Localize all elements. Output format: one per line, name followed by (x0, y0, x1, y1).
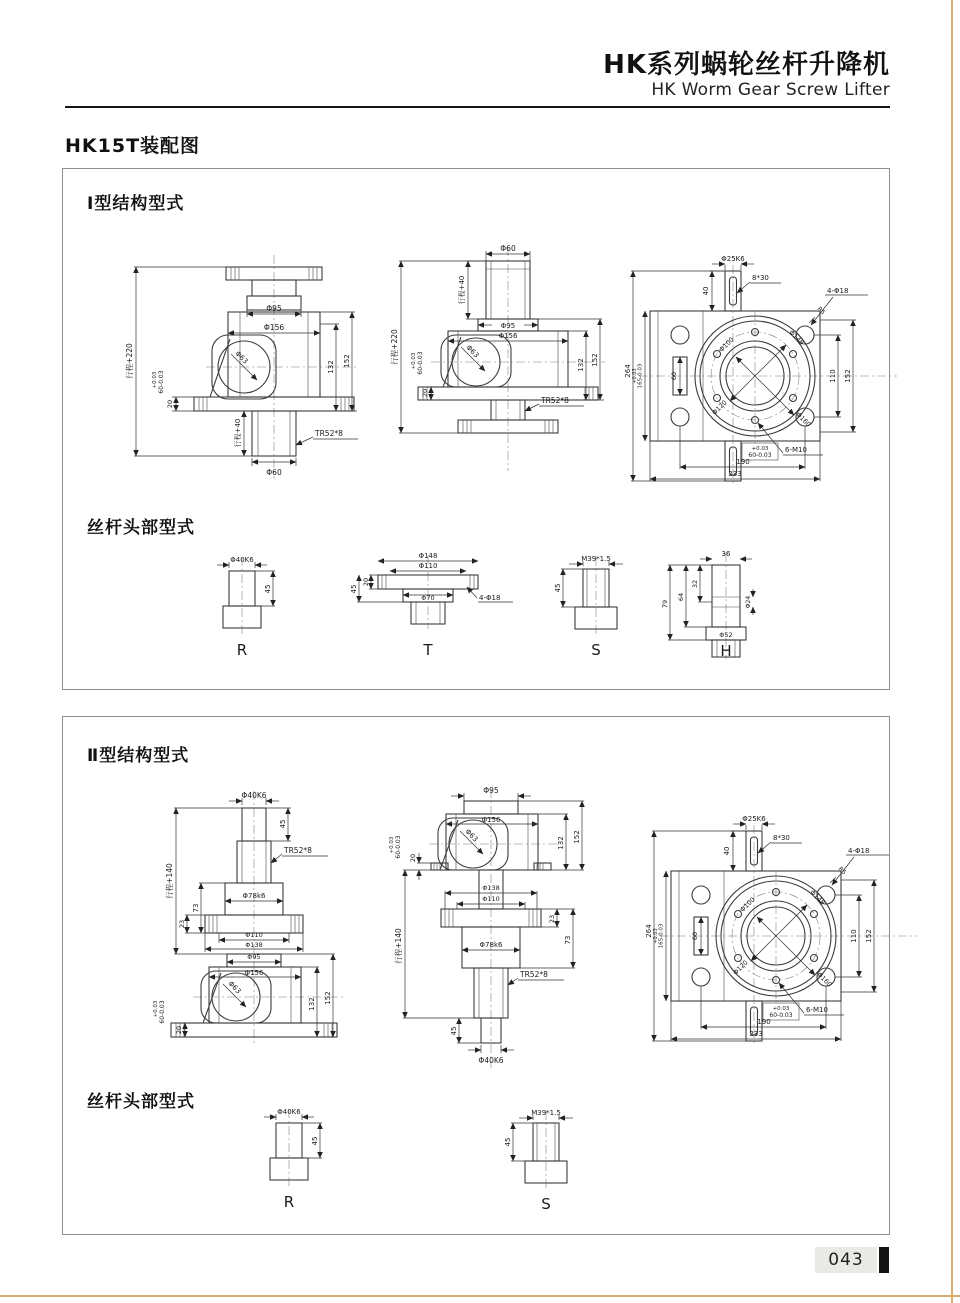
head-letter: T (423, 641, 433, 659)
header-rule (65, 106, 890, 108)
head-type-s-drawing (541, 551, 651, 663)
dim-label: 152 (591, 353, 599, 367)
dim-label: Φ40K6 (478, 1056, 504, 1065)
dimensions (124, 267, 358, 477)
dim-label: 132 (577, 358, 585, 372)
dim-label: 40 (723, 846, 731, 856)
dim-label: Φ160 (794, 410, 813, 429)
dim-label: Φ160 (815, 970, 834, 989)
dim-label: 73 (564, 935, 572, 945)
dim-label: 8*30 (752, 274, 769, 282)
dim-label: 152 (865, 929, 873, 943)
dim-label: Φ148 (787, 328, 806, 347)
dimensions (350, 552, 513, 602)
dim-label: +0.03 (772, 1006, 790, 1012)
type1-left-elevation-drawing (106, 249, 371, 484)
dim-label: 行程+220 (125, 343, 134, 379)
dim-label: 132 (557, 836, 565, 850)
dim-label: Φ156 (263, 323, 285, 332)
dim-label: Φ95 (247, 953, 261, 961)
dim-label: 60-0.03 (769, 1012, 793, 1019)
dim-label: M39*1.5 (531, 1109, 561, 1117)
dim-label: +0.03 (153, 1000, 159, 1018)
dim-label: 45 (311, 1136, 319, 1146)
centerlines (429, 789, 561, 1068)
dim-label: 45 (504, 1137, 512, 1147)
type2-heads-title: 丝杆头部型式 (87, 1092, 195, 1112)
dim-label: Φ63 (464, 343, 481, 360)
dim-label: 6-M10 (785, 446, 807, 454)
dimensions (264, 1108, 322, 1158)
dim-label: Φ63 (226, 979, 243, 996)
type2-plan-view-drawing (646, 813, 931, 1048)
dim-label: 45 (279, 819, 287, 829)
dim-label: Φ156 (498, 332, 518, 340)
dim-label: 60-0.03 (395, 835, 402, 859)
dim-label: 20 (166, 399, 174, 409)
dim-label: 4-Φ18 (827, 287, 849, 295)
dim-label: +0.03 (411, 352, 417, 370)
dim-label: Φ95 (483, 786, 499, 795)
dim-label: 152 (573, 830, 581, 844)
dim-label: Φ100 (717, 335, 736, 354)
dimensions (389, 244, 604, 433)
head-type-r-drawing-2 (244, 1103, 339, 1215)
page-number-bar (879, 1247, 889, 1273)
dim-label: Φ52 (719, 631, 733, 639)
type2-middle-elevation-drawing (371, 783, 651, 1078)
dimensions (217, 556, 275, 606)
dim-label: Φ60 (500, 244, 516, 253)
dim-label: Φ63 (463, 827, 480, 844)
dim-label: 45 (264, 584, 272, 594)
dim-label: 行程+220 (390, 329, 399, 365)
dim-label: 60-0.03 (417, 351, 424, 375)
dim-label: 36 (721, 550, 731, 558)
dim-label: 20 (421, 388, 429, 398)
head-type-r-drawing (197, 551, 292, 663)
type1-middle-elevation-drawing (373, 241, 623, 476)
dim-label: 132 (308, 997, 316, 1011)
page-number-badge (815, 1247, 877, 1273)
dim-label: Φ40K6 (241, 791, 267, 800)
dim-label: 132 (327, 360, 335, 374)
head-letter: R (283, 1193, 295, 1211)
dim-label: 60-0.03 (748, 452, 772, 459)
dim-label: Φ110 (482, 895, 500, 903)
dim-label: Φ63 (233, 349, 250, 366)
head-letter: S (591, 641, 601, 659)
head-type-h-drawing (656, 549, 791, 664)
dim-label: 23 (548, 914, 556, 924)
dim-label: Φ40K6 (277, 1108, 301, 1116)
dim-label: 79 (661, 599, 669, 609)
centerlines (193, 791, 343, 1045)
dim-label: 264 (624, 364, 632, 378)
dim-label: Φ138 (482, 884, 500, 892)
head-letter: R (236, 641, 248, 659)
dim-label: Φ156 (481, 816, 501, 824)
dimensions (554, 555, 623, 607)
dimensions (504, 1109, 573, 1161)
dim-label: Φ156 (244, 969, 264, 977)
dim-label: 233 (749, 1030, 763, 1038)
dim-label: 45 (554, 583, 562, 593)
type2-section-title: Ⅱ型结构型式 (87, 746, 190, 766)
dim-label: 110 (850, 929, 858, 943)
dim-label: Φ40K6 (230, 556, 254, 564)
dim-label: Φ120 (731, 958, 750, 977)
type2-left-elevation-drawing (141, 783, 401, 1073)
dim-label: 64 (677, 592, 685, 602)
dimensions (153, 791, 337, 1037)
dim-label: 20 (175, 1025, 183, 1035)
centerlines (206, 255, 358, 479)
document-title-zh: HK系列蜗轮丝杆升降机 (603, 50, 890, 80)
page-edge-bottom (0, 1295, 960, 1297)
dim-label: 190 (757, 1018, 771, 1026)
dim-label: TR52*8 (315, 429, 343, 438)
dim-label: 60-0.03 (159, 1000, 166, 1024)
type2-panel (62, 716, 890, 1235)
dim-label: 4-Φ18 (479, 594, 501, 602)
dim-label: 行程+40 (234, 418, 242, 448)
dim-label: 8*30 (773, 834, 790, 842)
dim-label: 152 (343, 354, 351, 368)
dim-label: 110 (829, 369, 837, 383)
dim-label: 40 (702, 286, 710, 296)
dim-label: 4-Φ18 (848, 847, 870, 855)
dim-label: R5 (836, 865, 848, 877)
type1-section-title: Ⅰ型结构型式 (87, 194, 185, 214)
dim-label: 45 (450, 1026, 458, 1036)
dim-label: Φ24 (745, 595, 752, 609)
dim-label: Φ138 (245, 941, 263, 949)
dim-label: 60 (670, 371, 678, 381)
dim-label: 233 (728, 470, 742, 478)
head-letter: S (541, 1195, 551, 1213)
dim-label: 165-0.03 (658, 923, 665, 949)
dim-label: 行程+140 (394, 928, 403, 964)
dim-label: 60 (691, 931, 699, 941)
head-type-t-drawing (350, 551, 521, 663)
dim-label: +0.03 (152, 371, 158, 389)
page-edge-right (951, 0, 953, 1303)
dim-label: 152 (324, 991, 332, 1005)
dim-label: M39*1.5 (581, 555, 611, 563)
head-type-s-drawing-2 (491, 1105, 601, 1217)
dim-label: Φ120 (710, 398, 729, 417)
dim-label: 73 (192, 903, 200, 913)
dim-label: TR52*8 (284, 846, 312, 855)
dim-label: 20 (362, 577, 370, 587)
dim-label: 20 (409, 853, 417, 863)
dim-label: Φ78k6 (479, 941, 503, 949)
dim-label: Φ148 (418, 552, 438, 560)
dim-label: Φ95 (500, 322, 516, 330)
dimensions (624, 255, 868, 481)
dim-label: Φ95 (266, 304, 282, 313)
dim-label: Φ25K6 (721, 255, 745, 263)
type1-plan-view-drawing (625, 253, 910, 488)
dim-label: 32 (691, 579, 699, 589)
dim-label: R5 (815, 305, 827, 317)
dim-label: 190 (736, 458, 750, 466)
type1-panel (62, 168, 890, 690)
head-letter: H (720, 642, 732, 660)
dim-label: Φ78k6 (242, 892, 266, 900)
dim-label: 60-0.03 (158, 370, 165, 394)
dim-label: 6-M10 (806, 1006, 828, 1014)
dim-label: 165-0.03 (637, 363, 644, 389)
dim-label: 行程+140 (165, 863, 174, 899)
dim-label: TR52*8 (520, 970, 548, 979)
document-title-en: HK Worm Gear Screw Lifter (651, 80, 890, 100)
dim-label: 45 (350, 584, 358, 594)
dim-label: Φ110 (418, 562, 438, 570)
dim-label: +0.03 (751, 446, 769, 452)
dim-label: Φ25K6 (742, 815, 766, 823)
dim-label: 152 (844, 369, 852, 383)
page-title: HK15T装配图 (65, 135, 201, 157)
dim-label: Φ110 (245, 931, 263, 939)
dim-label: Φ148 (808, 888, 827, 907)
dim-label: TR52*8 (541, 396, 569, 405)
dim-label: Φ70 (421, 594, 435, 602)
dim-label: +0.03 (632, 368, 638, 384)
type1-heads-title: 丝杆头部型式 (87, 518, 195, 538)
dimensions (645, 815, 889, 1041)
dim-label: Φ100 (738, 895, 757, 914)
dim-label: +0.03 (653, 928, 659, 944)
page-number: 043 (828, 1250, 864, 1270)
dim-label: Φ60 (266, 468, 282, 477)
dim-label: 264 (645, 924, 653, 938)
dim-label: 23 (178, 919, 186, 929)
dimensions (389, 786, 584, 1065)
dim-label: +0.03 (389, 836, 395, 854)
dim-label: 行程+40 (458, 275, 466, 305)
